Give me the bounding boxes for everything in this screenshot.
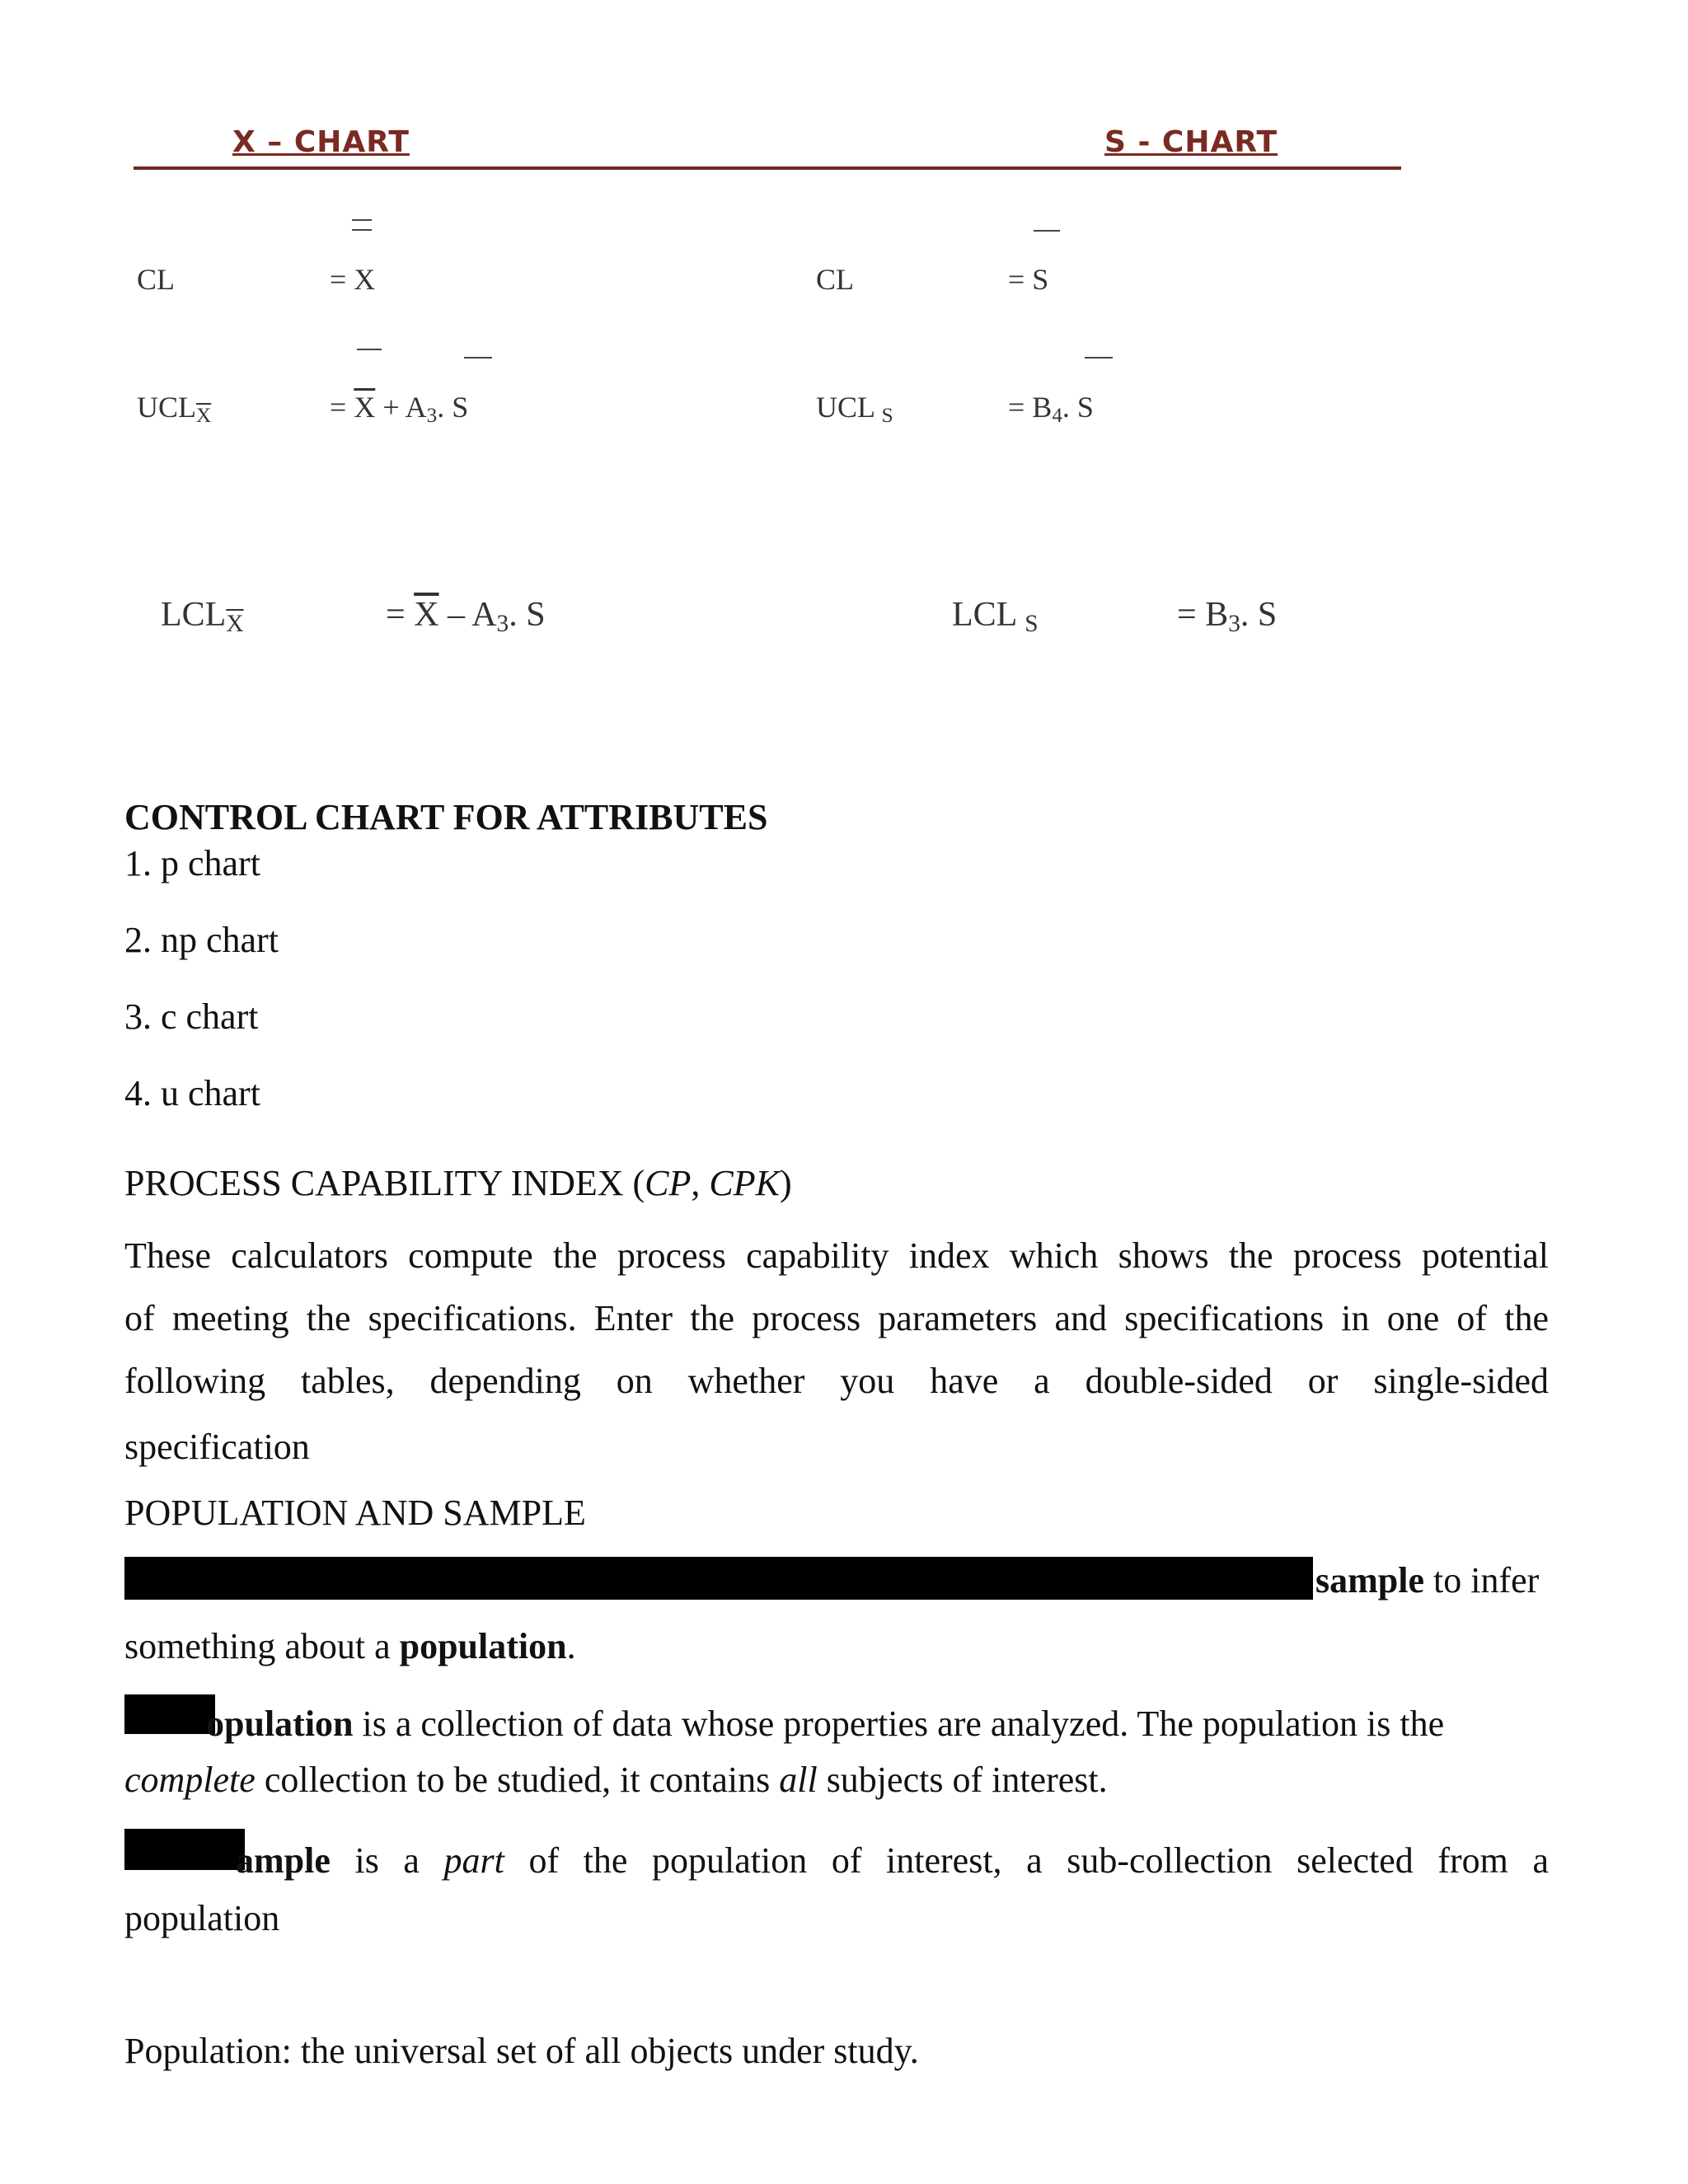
attributes-heading: CONTROL CHART FOR ATTRIBUTES <box>124 797 768 837</box>
x-cl-label: CL <box>137 263 176 296</box>
population-heading: POPULATION AND SAMPLE <box>124 1493 586 1533</box>
capability-paragraph-line: following tables, depending on whether you have a double-sided or single-sided <box>124 1361 1549 1401</box>
s-ucl-label: UCL S <box>816 391 893 428</box>
capability-paragraph-line: of meeting the specifications. Enter the process parameters and specifications in one of the <box>124 1298 1549 1338</box>
x-chart-title: X – CHART <box>232 125 410 159</box>
list-item: 1. p chart <box>124 843 260 883</box>
sample-definition-line-2: population <box>124 1898 280 1938</box>
s-chart-title: S - CHART <box>1104 125 1278 159</box>
bar-mark <box>1085 357 1113 359</box>
double-bar-mark <box>352 229 372 231</box>
s-lcl-formula: = B3. S <box>1177 596 1278 638</box>
x-ucl-label: $UCL\overline{X}$ <box>137 391 212 428</box>
bar-mark <box>464 357 492 359</box>
population-line-1: sample to infer <box>1315 1560 1540 1601</box>
redaction-bar <box>124 1694 215 1734</box>
population-definition-line-1: opulation is a collection of data whose properties are analyzed. The population is the <box>206 1704 1445 1744</box>
capability-heading: PROCESS CAPABILITY INDEX (CP, CPK) <box>124 1163 792 1203</box>
bar-mark <box>1034 230 1060 232</box>
s-cl-label: CL <box>816 263 855 296</box>
double-bar-mark <box>352 219 372 221</box>
redaction-bar <box>124 1557 1313 1600</box>
list-item: 2. np chart <box>124 920 279 960</box>
sample-definition-line-1: ample is a part of the population of interest, a sub-collection selected from a <box>236 1840 1550 1881</box>
s-cl-formula: = S <box>1008 263 1049 296</box>
s-ucl-formula: = B4. S <box>1008 391 1094 428</box>
capability-paragraph-line: These calculators compute the process capability index which shows the process potential <box>124 1235 1549 1276</box>
population-definition-line-2: complete collection to be studied, it contains all subjects of interest. <box>124 1760 1108 1800</box>
header-rule <box>134 166 1401 170</box>
x-cl-formula: = X <box>330 263 376 296</box>
formula-image <box>132 124 1401 638</box>
redaction-bar <box>124 1829 245 1870</box>
s-lcl-label: LCL S <box>952 596 1039 638</box>
capability-paragraph-last: specification <box>124 1427 310 1467</box>
bar-mark <box>357 349 382 350</box>
population-line-2: something about a population. <box>124 1626 576 1666</box>
x-ucl-formula: = $\overline{X} + A3$. S <box>330 391 469 428</box>
population-statement: Population: the universal set of all objects under study. <box>124 2031 919 2071</box>
x-lcl-label: $LCL\overline{X}$ <box>161 596 244 638</box>
x-lcl-formula: = $\overline{X} - A3$. S <box>386 596 546 638</box>
list-item: 4. u chart <box>124 1073 260 1113</box>
list-item: 3. c chart <box>124 996 259 1037</box>
